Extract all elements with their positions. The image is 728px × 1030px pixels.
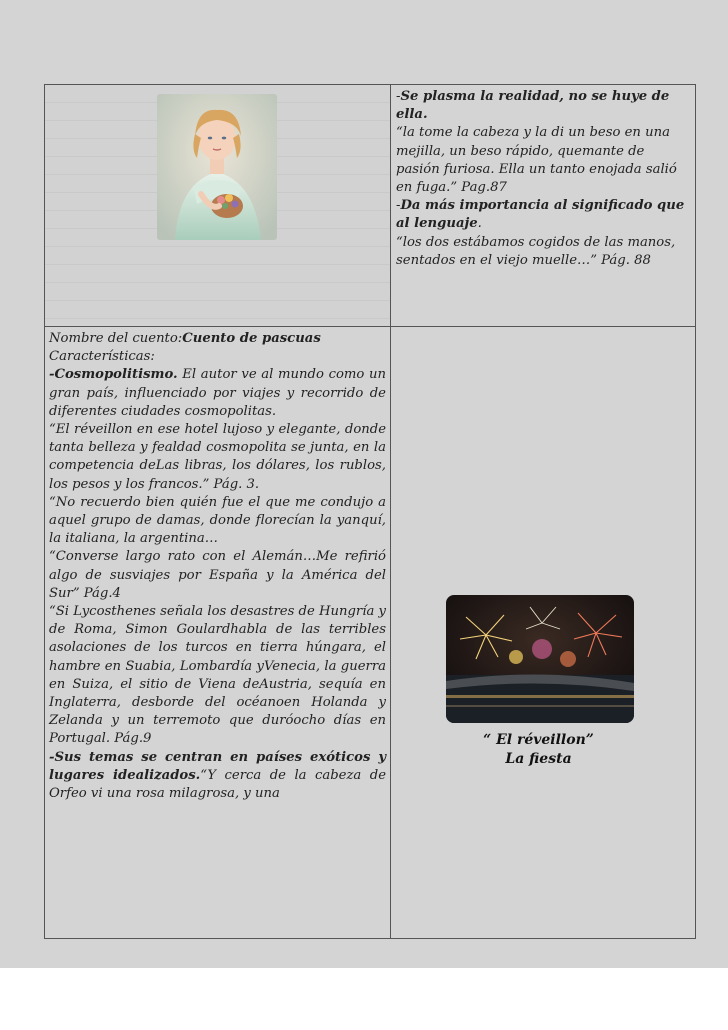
story-name: Nombre del cuento:Cuento de pascuas	[49, 331, 321, 346]
feature-heading: Se plasma la realidad, no se huye de ella.	[396, 89, 670, 123]
story-cell	[45, 327, 391, 939]
table-row	[45, 327, 696, 939]
fireworks-image	[446, 595, 634, 723]
quote-text: “No recuerdo bien quién fue el que me condujo a aquel grupo de damas, donde florecían la yanquí, la italiana, la argentina…	[49, 494, 386, 547]
quote-text: “Converse largo rato con el Alemán…Me refirió algo de susviajes por España y la América del Sur” Pág.4	[49, 549, 386, 601]
fireworks-caption-subtitle: La fiesta	[505, 751, 572, 767]
quote-text: “la tome la cabeza y la di un beso en una mejilla, un beso rápido, quemante de pasión furiosa. Ella un tanto enojada salió en fuga.” Pag.87	[396, 125, 677, 196]
fireworks-cell	[391, 327, 696, 939]
quote-text: “El réveillon en ese hotel lujoso y elegante, donde tanta belleza y fealdad cosmopolita se junta, en la competencia deLas libras, los dólares, los rublos, los pesos y los francos.” Pág. 3.	[49, 422, 386, 492]
feature-realidad: -Se plasma la realidad, no se huye de ella.	[396, 89, 670, 123]
page-footer-area	[0, 968, 728, 1030]
feature-exoticos: -Sus temas se centran en países exóticos y lugares idealizados.“Y cerca de la cabeza de Orfeo vi una rosa milagrosa, y una	[49, 749, 386, 802]
fireworks-caption-title: “ El réveillon”	[483, 732, 594, 748]
quote-text: “los dos estábamos cogidos de las manos, sentados en el viejo muelle…” Pág. 88	[396, 234, 676, 268]
quote-text: “Si Lycosthenes señala los desastres de Hungría y de Roma, Simon Goulardhabla de las terribles asolaciones de los turcos en tierra húngara, el hambre en Suabia, Lombardía yVenecia, la guerra en Suiza, el sitio de Viena deAustria, sequía en Inglaterra, desborde del océanoen Holanda y Zelanda y un terremoto que duróocho días en Portugal. Pág.9	[49, 604, 386, 747]
features-label: Características:	[49, 349, 155, 365]
portrait-cell	[45, 85, 391, 327]
table-row	[45, 85, 696, 327]
story-title: Cuento de pascuas	[182, 331, 321, 346]
feature-significado: -Da más importancia al significado que al lenguaje.	[396, 198, 685, 232]
feature-heading: Da más importancia al significado que al lenguaje	[396, 198, 685, 232]
feature-cosmopolitismo: -Cosmopolitismo. El autor ve al mundo como un gran país, influenciado por viajes y recorrido de diferentes ciudades cosmopolitas.	[49, 367, 386, 419]
quote-cell	[391, 85, 696, 327]
girl-portrait-image	[157, 94, 277, 240]
feature-heading: -Sus temas se centran en países exóticos y lugares idealizados.	[49, 749, 386, 783]
feature-heading: -Cosmopolitismo.	[49, 367, 178, 383]
content-table	[44, 84, 696, 939]
